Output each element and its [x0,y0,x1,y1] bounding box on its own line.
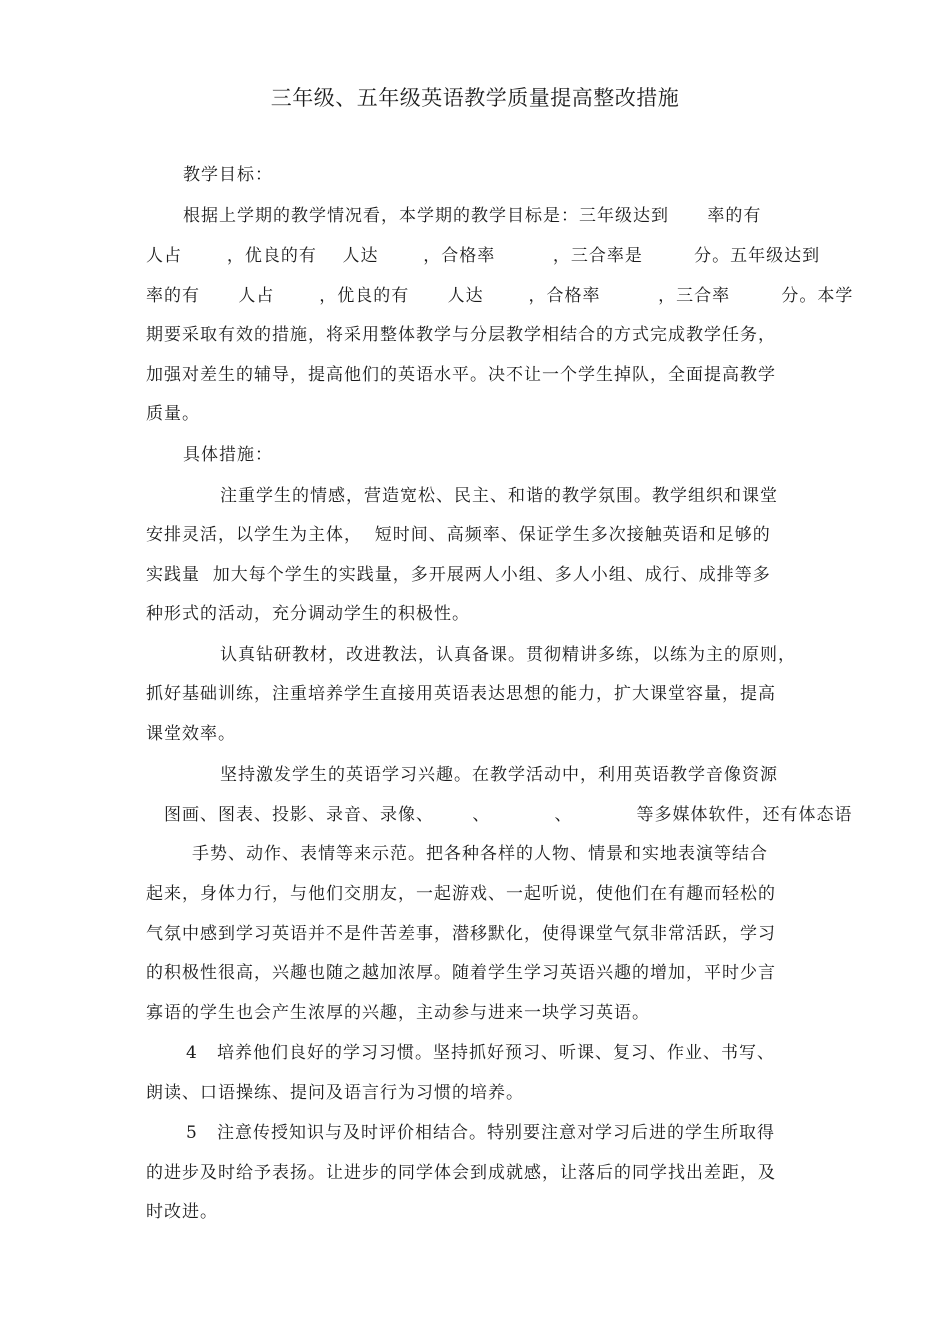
paragraph-line: 手势、动作、表情等来示范。把各种各样的人物、情景和实地表演等结合 [192,844,768,864]
paragraph-line: 注重学生的情感，营造宽松、民主、和谐的教学氛围。教学组织和课堂 [220,486,778,506]
paragraph-line: 实践量 加大每个学生的实践量，多开展两人小组、多人小组、成行、成排等多 [146,565,771,585]
paragraph-line: 寡语的学生也会产生浓厚的兴趣，主动参与进来一块学习英语。 [146,1003,650,1023]
paragraph-line: 坚持激发学生的英语学习兴趣。在教学活动中，利用英语教学音像资源 [220,765,778,785]
paragraph-line: 课堂效率。 [146,724,236,744]
paragraph-line: 种形式的活动，充分调动学生的积极性。 [146,604,470,624]
paragraph-line: 的进步及时给予表扬。让进步的同学体会到成就感，让落后的同学找出差距，及 [146,1163,776,1183]
paragraph-line: 认真钻研教材，改进教法，认真备课。贯彻精讲多练，以练为主的原则， [220,645,796,665]
paragraph-line: 5 注意传授知识与及时评价相结合。特别要注意对学习后进的学生所取得 [186,1123,776,1143]
paragraph-line: 时改进。 [146,1202,218,1222]
section-heading-goals: 教学目标： [183,165,273,185]
paragraph-line: 图画、图表、投影、录音、录像、 、 、 等多媒体软件，还有体态语 [164,805,853,825]
paragraph-line: 安排灵活，以学生为主体， 短时间、高频率、保证学生多次接触英语和足够的 [146,525,771,545]
paragraph-line: 人占 ，优良的有 人达 ，合格率 ，三合率是 分。五年级达到 [146,246,821,266]
paragraph-line: 起来，身体力行，与他们交朋友，一起游戏、一起听说，使他们在有趣而轻松的 [146,884,776,904]
paragraph-line: 4 培养他们良好的学习习惯。坚持抓好预习、听课、复习、作业、书写、 [186,1043,776,1063]
paragraph-line: 质量。 [146,404,200,424]
paragraph-line: 朗读、口语操练、提问及语言行为习惯的培养。 [146,1083,524,1103]
paragraph-line: 气氛中感到学习英语并不是件苦差事，潜移默化，使得课堂气氛非常活跃，学习 [146,924,776,944]
paragraph-line: 率的有 人占 ，优良的有 人达 ，合格率 ，三合率 分。本学 [146,286,854,306]
document-title: 三年级、五年级英语教学质量提高整改措施 [270,86,680,110]
paragraph-line: 期要采取有效的措施，将采用整体教学与分层教学相结合的方式完成教学任务， [146,325,776,345]
paragraph-line: 的积极性很高，兴趣也随之越加浓厚。随着学生学习英语兴趣的增加，平时少言 [146,963,776,983]
section-heading-measures: 具体措施： [183,445,273,465]
paragraph-line: 抓好基础训练，注重培养学生直接用英语表达思想的能力，扩大课堂容量，提高 [146,684,776,704]
paragraph-line: 根据上学期的教学情况看，本学期的教学目标是：三年级达到 率的有 [183,206,762,226]
paragraph-line: 加强对差生的辅导，提高他们的英语水平。决不让一个学生掉队，全面提高教学 [146,365,776,385]
